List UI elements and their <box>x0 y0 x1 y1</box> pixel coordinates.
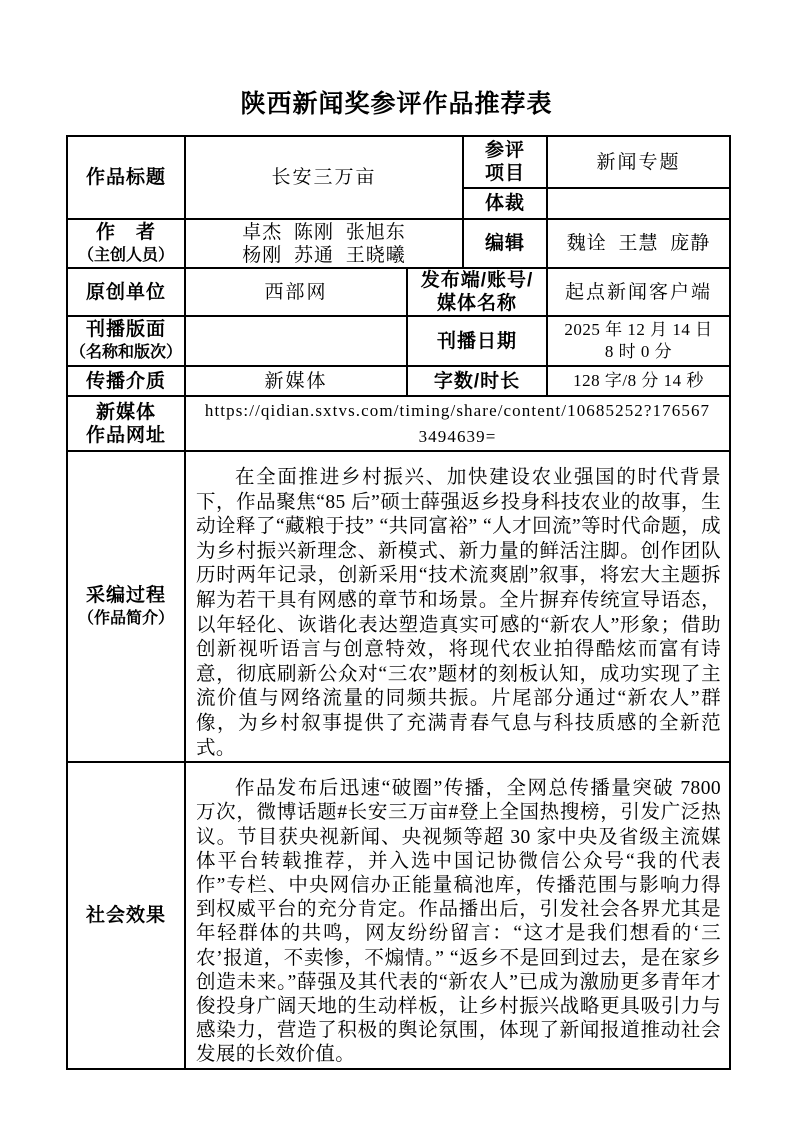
work-url: https://qidian.sxtvs.com/timing/share/content/10685252?1765673494639= <box>204 400 711 446</box>
length-label: 字数/时长 <box>433 370 521 392</box>
medium-label-cell <box>67 366 185 396</box>
entry-category-label-line2: 项目 <box>485 163 526 184</box>
publish-channel-value-cell <box>547 268 730 316</box>
row-work-title <box>67 136 730 188</box>
row-editing-process <box>67 451 730 762</box>
work-title-label-cell <box>67 136 185 219</box>
publish-channel-label-cell <box>407 268 547 316</box>
work-title-value-cell <box>185 136 463 219</box>
editing-process-text-cell <box>185 451 730 762</box>
publish-date-line2: 8 时 0 分 <box>604 342 673 361</box>
publish-date-line1: 2025 年 12 月 14 日 <box>564 320 713 339</box>
editor-value-cell <box>547 219 730 268</box>
author-value-cell <box>185 219 463 268</box>
publish-channel-label-line1: 发布端/账号/ <box>420 270 534 291</box>
row-medium <box>67 366 730 396</box>
row-author <box>67 219 730 268</box>
origin-unit-label: 原创单位 <box>85 281 166 303</box>
length-value-cell <box>547 366 730 396</box>
publish-channel-label-line2: 媒体名称 <box>437 293 518 314</box>
editor-label: 编辑 <box>485 233 526 254</box>
url-label-line1: 新媒体 <box>95 401 156 423</box>
social-effect-text-cell <box>185 762 730 1068</box>
row-url <box>67 396 730 451</box>
publish-layout-label-cell <box>67 316 185 366</box>
author-names-line2: 杨刚 苏通 王晓曦 <box>242 244 406 266</box>
author-names-line1: 卓杰 陈刚 张旭东 <box>242 221 406 243</box>
author-label-line2: （主创人员） <box>77 246 174 264</box>
url-label-cell <box>67 396 185 451</box>
publish-date-label: 刊播日期 <box>437 330 518 352</box>
publish-layout-value-cell <box>185 316 407 366</box>
publish-layout-label-line2: （名称和版次） <box>70 344 183 361</box>
row-publish-layout <box>67 316 730 366</box>
row-social-effect <box>67 762 730 1068</box>
editing-process-label-line2: （作品简介） <box>77 609 174 627</box>
work-title-value: 长安三万亩 <box>271 167 377 188</box>
genre-label: 体裁 <box>485 193 526 214</box>
publish-date-label-cell <box>407 316 547 366</box>
page-title: 陕西新闻奖参评作品推荐表 <box>240 90 553 118</box>
social-effect-text: 作品发布后迅速“破圈”传播，全网总传播量突破 7800 万次，微博话题#长安三万亩#登上全国热搜榜，引发广泛热议。节目获央视新闻、央视频等超 30 家中央及省级主流媒体平台转载推荐，并入选中国记协微信公众号“我的代表作”专栏、中央网信办正能量稿池库，传播范围与影响力得到权威平台的充分肯定。作品播出后，引发社会各界尤其是年轻群体的共鸣，网友纷纷留言：“这才是我们想看的‘三农’报道，不卖惨，不煽情。” “返乡不是回到过去，是在家乡创造未来。”薛强及其代表的“新农人”已成为激励更多青年才俊投身广阔天地的生动样板，让乡村振兴战略更具吸引力与感染力，营造了积极的舆论氛围，体现了新闻报道推动社会发展的长效价值。 <box>196 778 722 1066</box>
editing-process-label-line1: 采编过程 <box>85 584 166 606</box>
entry-category-label-cell <box>463 136 547 188</box>
medium-label: 传播介质 <box>85 370 166 392</box>
entry-category-value: 新闻专题 <box>596 151 681 173</box>
url-label-line2: 作品网址 <box>85 424 166 446</box>
length-value: 128 字/8 分 14 秒 <box>573 371 704 390</box>
recommendation-form-table <box>66 135 731 1070</box>
editing-process-text: 在全面推进乡村振兴、加快建设农业强国的时代背景下，作品聚焦“85 后”硕士薛强返乡投身科技农业的故事，生动诠释了“藏粮于技” “共同富裕” “人才回流”等时代命题，成为乡村振兴新理念、新模式、新力量的鲜活注脚。创作团队历时两年记录，创新采用“技术流爽剧”叙事，将宏大主题拆解为若干具有网感的章节和场景。全片摒弃传统宣导语态，以年轻化、诙谐化表达塑造真实可感的“新农人”形象；借助创新视听语言与创意特效，将现代农业拍得酷炫而富有诗意，彻底刷新公众对“三农”题材的刻板认知，成功实现了主流价值与网络流量的同频共振。片尾部分通过“新农人”群像，为乡村叙事提供了充满青春气息与科技质感的全新范式。 <box>196 467 722 759</box>
medium-value-cell <box>185 366 407 396</box>
genre-label-cell <box>463 188 547 219</box>
publish-channel-value: 起点新闻客户端 <box>565 281 713 303</box>
publish-date-value-cell <box>547 316 730 366</box>
origin-unit-label-cell <box>67 268 185 316</box>
social-effect-label: 社会效果 <box>85 904 166 926</box>
social-effect-label-cell <box>67 762 185 1068</box>
publish-layout-label-line1: 刊播版面 <box>85 319 166 340</box>
author-label-line1: 作 者 <box>95 221 156 243</box>
work-title-label: 作品标题 <box>85 167 166 188</box>
editing-process-label-cell <box>67 451 185 762</box>
medium-value: 新媒体 <box>264 370 328 392</box>
genre-value-cell <box>547 188 730 219</box>
length-label-cell <box>407 366 547 396</box>
author-label-cell <box>67 219 185 268</box>
editor-names: 魏诠 王慧 庞静 <box>566 233 711 254</box>
row-origin-unit <box>67 268 730 316</box>
origin-unit-value: 西部网 <box>264 281 328 303</box>
entry-category-value-cell <box>547 136 730 188</box>
editor-label-cell <box>463 219 547 268</box>
url-value-cell <box>185 396 730 451</box>
origin-unit-value-cell <box>185 268 407 316</box>
entry-category-label-line1: 参评 <box>485 140 526 161</box>
